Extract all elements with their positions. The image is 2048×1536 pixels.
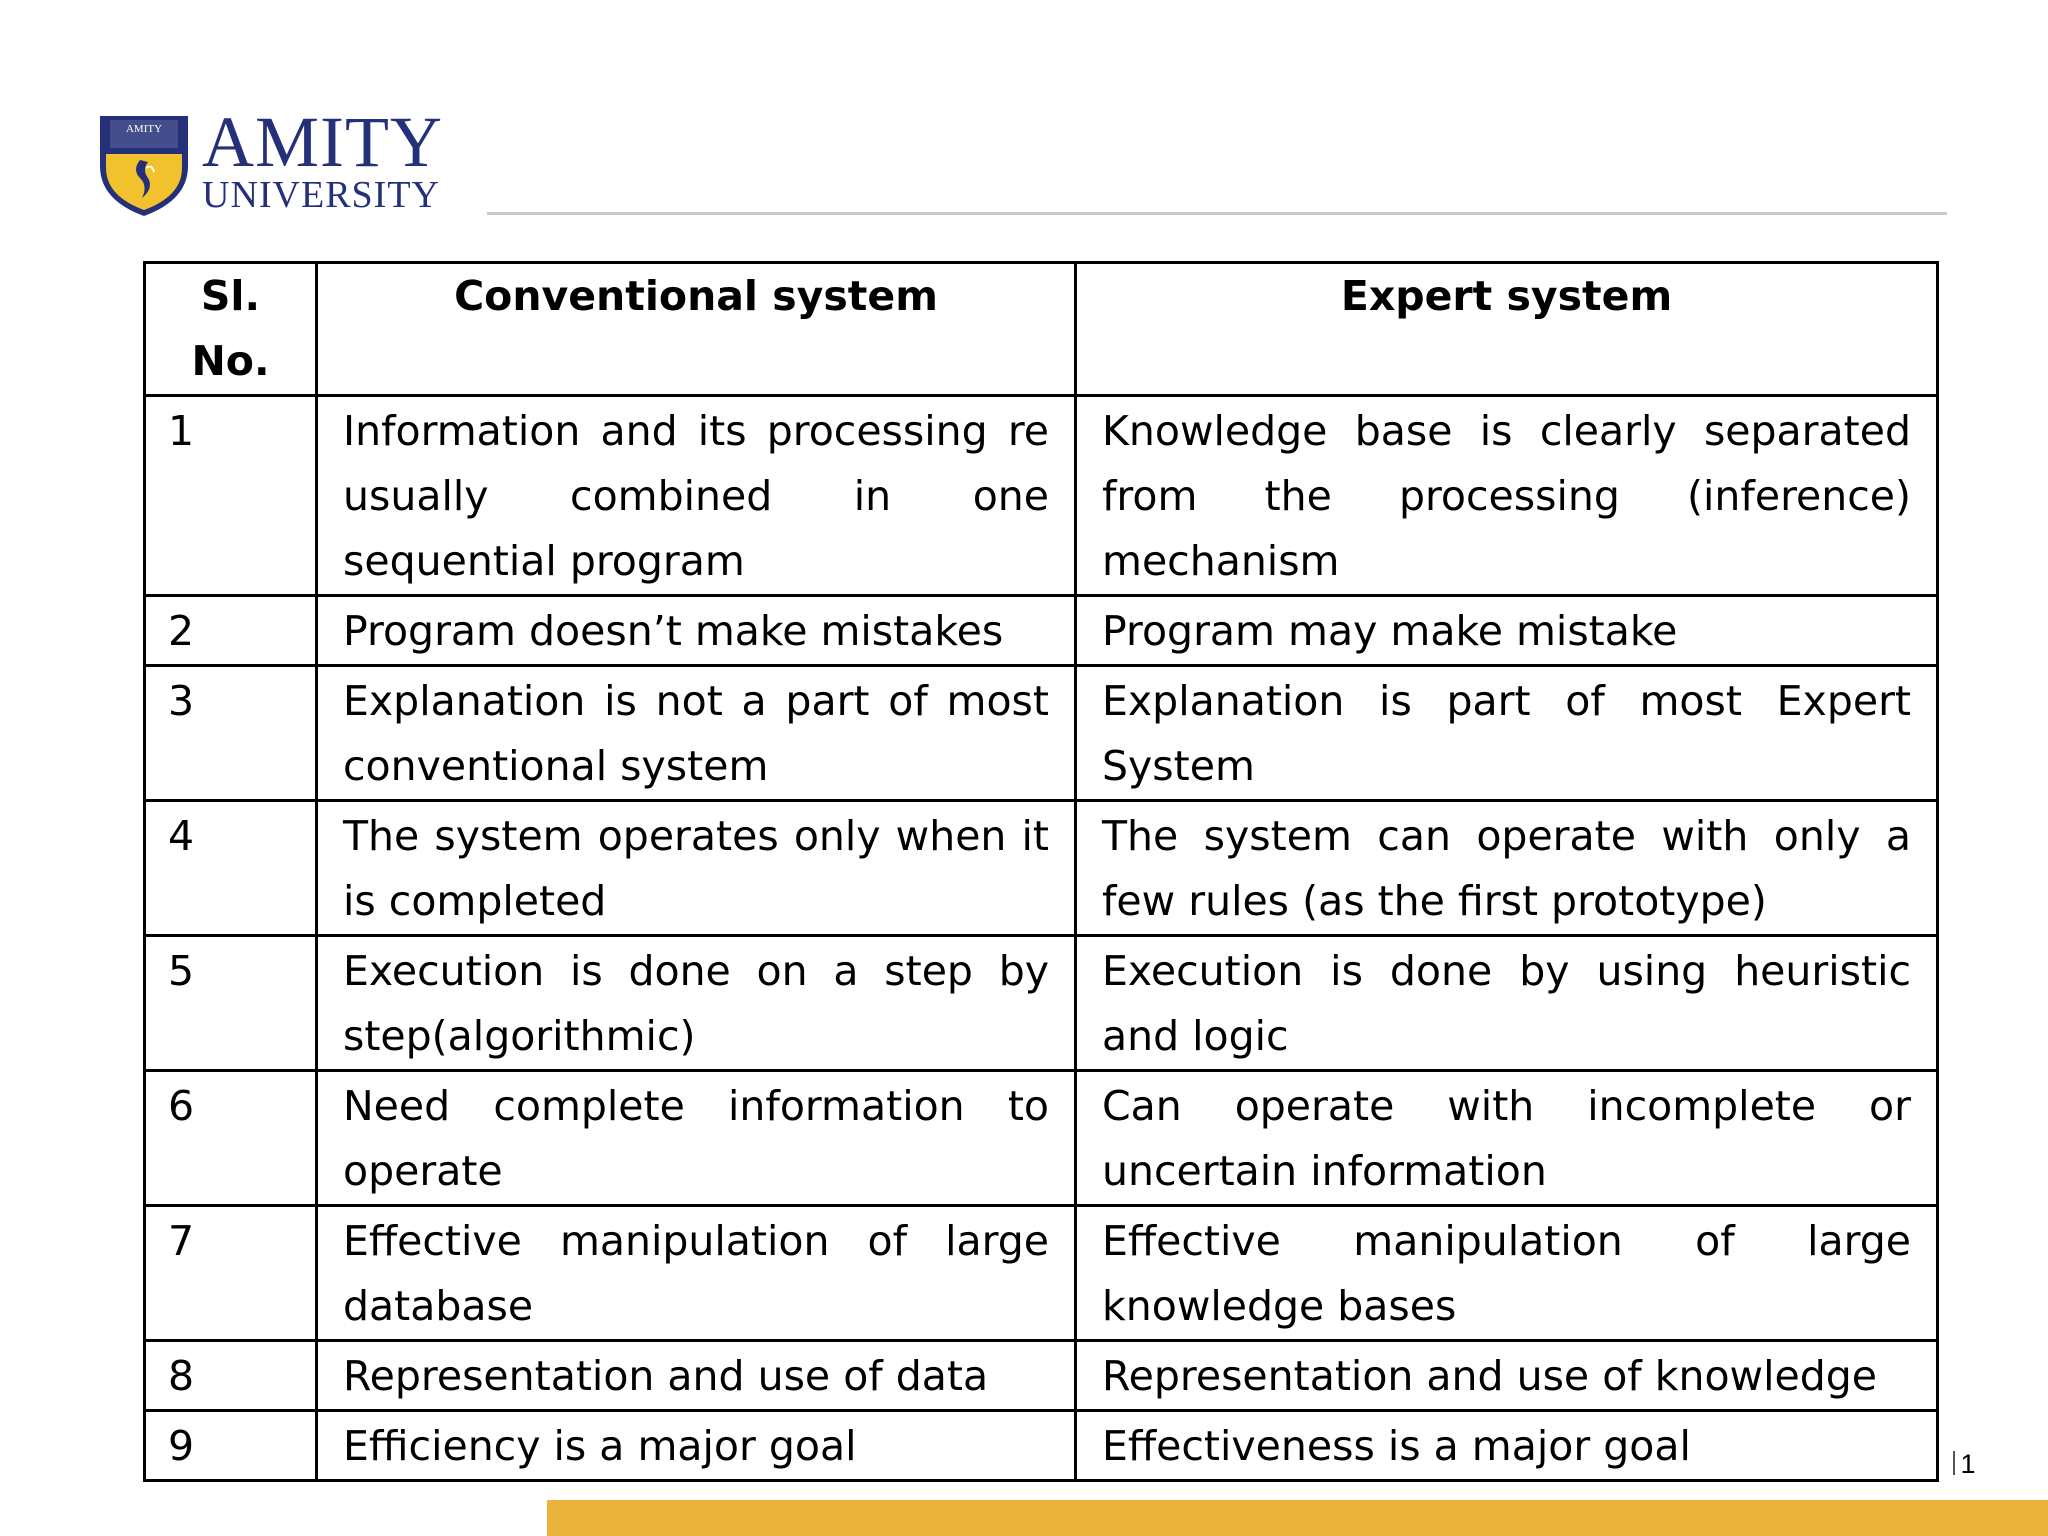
header-conventional-system: Conventional system (317, 263, 1076, 396)
header-expert-system: Expert system (1076, 263, 1938, 396)
amity-university-logo (96, 102, 448, 220)
row-number: 4 (145, 801, 317, 936)
table-row (145, 936, 1938, 1071)
table-row (145, 596, 1938, 666)
header-sl-no-line1: Sl. (200, 272, 261, 320)
footer-accent-bar (547, 1500, 2048, 1536)
shield-label: AMITY (125, 123, 163, 135)
table-row (145, 801, 1938, 936)
expert-cell: Representation and use of knowledge (1076, 1341, 1938, 1411)
row-number: 9 (145, 1411, 317, 1481)
row-number: 5 (145, 936, 317, 1071)
table-row (145, 666, 1938, 801)
conventional-cell: Need complete information to operate (317, 1071, 1076, 1206)
conventional-cell: The system operates only when it is completed (317, 801, 1076, 936)
table-row (145, 1411, 1938, 1481)
expert-cell: Knowledge base is clearly separated from the processing (inference) mechanism (1076, 396, 1938, 596)
table-header-row (145, 263, 1938, 396)
logo-wordmark: AMITY (202, 102, 443, 182)
conventional-cell: Representation and use of data (317, 1341, 1076, 1411)
expert-cell: Effectiveness is a major goal (1076, 1411, 1938, 1481)
conventional-cell: Information and its processing re usually combined in one sequential program (317, 396, 1076, 596)
row-number: 3 (145, 666, 317, 801)
table-row (145, 1341, 1938, 1411)
conventional-cell: Explanation is not a part of most conventional system (317, 666, 1076, 801)
expert-cell: Effective manipulation of large knowledge bases (1076, 1206, 1938, 1341)
title-divider (487, 212, 1947, 215)
conventional-cell: Program doesn’t make mistakes (317, 596, 1076, 666)
conventional-cell: Efficiency is a major goal (317, 1411, 1076, 1481)
amity-shield-icon (96, 108, 192, 218)
row-number: 8 (145, 1341, 317, 1411)
header-sl-no-line2: No. (191, 337, 270, 385)
expert-cell: The system can operate with only a few rules (as the first prototype) (1076, 801, 1938, 936)
conventional-cell: Execution is done on a step by step(algorithmic) (317, 936, 1076, 1071)
row-number: 6 (145, 1071, 317, 1206)
header-sl-no (145, 263, 317, 396)
page-number (1953, 1447, 1976, 1481)
table-row (145, 396, 1938, 596)
expert-cell: Can operate with incomplete or uncertain information (1076, 1071, 1938, 1206)
comparison-table (143, 261, 1939, 1482)
row-number: 1 (145, 396, 317, 596)
row-number: 7 (145, 1206, 317, 1341)
table-row (145, 1071, 1938, 1206)
expert-cell: Explanation is part of most Expert System (1076, 666, 1938, 801)
expert-cell: Execution is done by using heuristic and logic (1076, 936, 1938, 1071)
conventional-cell: Effective manipulation of large database (317, 1206, 1076, 1341)
logo-subtitle: UNIVERSITY (202, 174, 440, 216)
row-number: 2 (145, 596, 317, 666)
expert-cell: Program may make mistake (1076, 596, 1938, 666)
table-row (145, 1206, 1938, 1341)
page-number-value: 1 (1960, 1449, 1976, 1479)
